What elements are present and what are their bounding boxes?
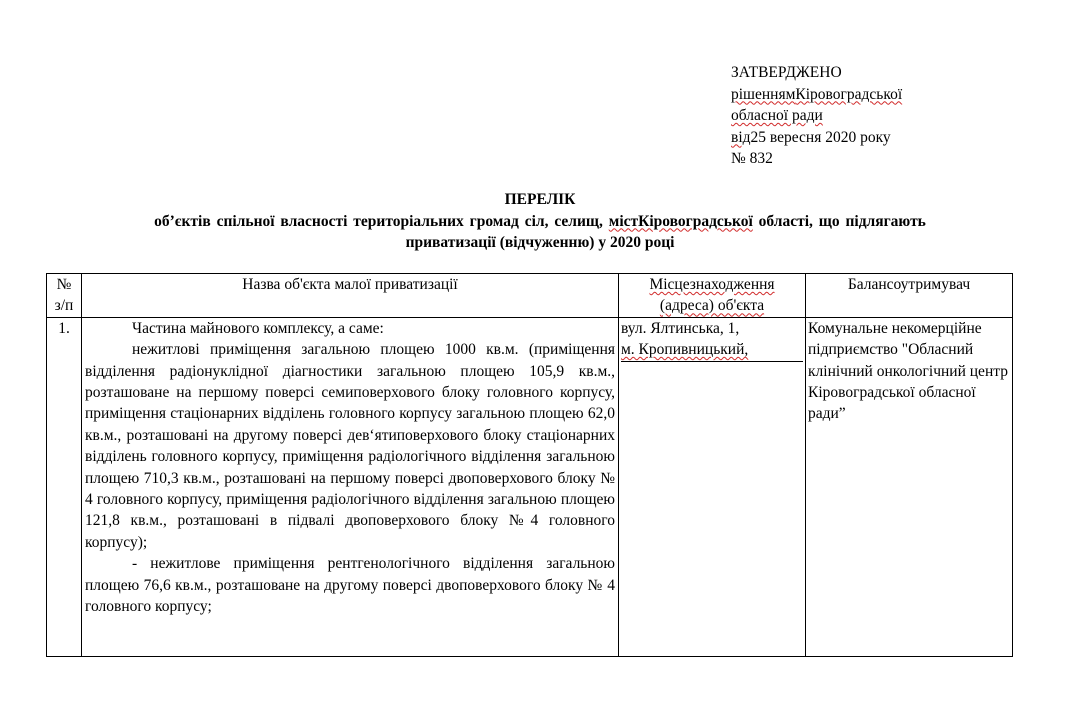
table-header-row [47,274,1013,318]
header-location: Місцезнаходження (адреса) об'єкта [619,274,806,318]
approval-council: обласної ради [731,107,823,124]
object-name-cell [82,317,619,656]
privatization-table [46,273,1013,657]
title-subheading-line2: приватизації (відчуженню) у 2020 році [405,234,675,251]
document-title [40,189,1040,254]
table-row [47,317,1013,656]
approval-heading: ЗАТВЕРДЖЕНО [731,64,842,81]
address-city: м. Кропивницький, [621,339,803,361]
approval-stamp [731,62,902,170]
title-heading: ПЕРЕЛІК [504,191,576,208]
approval-region: Кіровоградської [795,85,903,103]
object-intro: Частина майнового комплексу, а саме: [132,319,384,337]
object-description-2: - нежитлове приміщення рентгенологічного відділення загальною площею 76,6 кв.м., розташоване на другому поверсі двоповерхового блоку № 4 головного корпусу; [85,555,615,616]
approval-number: № 832 [731,150,773,167]
balance-holder-cell: Комунальне некомерційне підприємство "Обласний клінічний онкологічний центр Кіровоградської обласної ради” [806,317,1013,656]
approval-date: від25 вересня 2020 року [731,128,891,146]
header-number: № з/п [47,274,82,318]
header-balance-holder: Балансоутримувач [806,274,1013,318]
location-cell [619,317,806,656]
title-subheading: об’єктів спільної власності територіальних громад сіл, селищ, містКіровоградської області, що підлягають [154,212,926,230]
row-number: 1. [47,317,82,656]
header-object-name: Назва об'єкта малої приватизації [82,274,619,318]
address-street: вул. Ялтинська, 1, [621,319,740,337]
object-description-1: нежитлові приміщення загальною площею 1000 кв.м. (приміщення відділення радіонуклідної діагностики загальною площею 105,9 кв.м., розташоване на першому поверсі семиповерхового блоку головного корпусу, приміщення стаціонарних відділень головного корпусу загальною площею 62,0 кв.м., розташовані на другому поверсі дев‘ятиповерхового блоку стаціонарних відділень головного корпусу, приміщення радіологічного відділення загальною площею 710,3 кв.м., розташовані на першому поверсі двоповерхового блоку № 4 головного корпусу, приміщення радіологічного відділення загальною площею 121,8 кв.м., розташовані в підвалі двоповерхового блоку №4 головного корпусу); [85,341,615,551]
approval-decision-word: рішенням [731,85,796,103]
approval-decision [731,84,902,106]
